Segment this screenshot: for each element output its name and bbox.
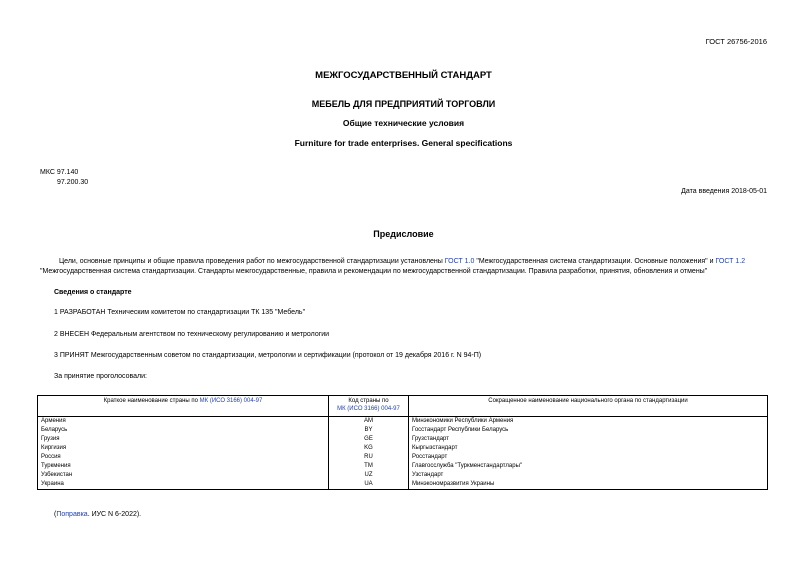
gost-1-2-link[interactable]: ГОСТ 1.2 (715, 258, 746, 265)
mks-code-2: 97.200.30 (57, 179, 89, 186)
document-title-english: Furniture for trade enterprises. General specifications (294, 138, 513, 148)
mks-code-1: МКС 97.140 (40, 169, 79, 176)
table-header-row (38, 396, 768, 417)
country-name: Беларусь (38, 426, 329, 435)
preface-paragraph (40, 257, 770, 277)
country-code: GE (329, 435, 409, 444)
standards-body: Минэкономразвития Украины (409, 480, 768, 490)
standards-body: Минэкономики Республики Армения (409, 417, 768, 427)
gost-1-0-link[interactable]: ГОСТ 1.0 (444, 258, 475, 265)
table-row (38, 480, 768, 490)
table-row (38, 462, 768, 471)
standards-body: Грузстандарт (409, 435, 768, 444)
country-name: Грузия (38, 435, 329, 444)
country-code: UZ (329, 471, 409, 480)
standard-type-heading: МЕЖГОСУДАРСТВЕННЫЙ СТАНДАРТ (315, 70, 492, 81)
standards-body: Главгосслужба "Туркменстандартлары" (409, 462, 768, 471)
document-title: МЕБЕЛЬ ДЛЯ ПРЕДПРИЯТИЙ ТОРГОВЛИ (311, 99, 496, 109)
standards-body: Узстандарт (409, 471, 768, 480)
header-country-code: Код страны по МК (ИСО 3166) 004-97 (329, 396, 409, 417)
country-code: AM (329, 417, 409, 427)
country-name: Киргизия (38, 444, 329, 453)
preface-text-1: Цели, основные принципы и общие правила проведения работ по межгосударственной стандартизации установлены (59, 258, 445, 265)
item-submitted: 2 ВНЕСЕН Федеральным агентством по техническому регулированию и метрологии (54, 331, 330, 338)
preface-heading: Предисловие (373, 229, 434, 239)
document-code: ГОСТ 26756-2016 (705, 37, 767, 46)
introduction-date: Дата введения 2018-05-01 (681, 188, 767, 195)
table-row (38, 444, 768, 453)
country-name: Россия (38, 453, 329, 462)
country-code: KG (329, 444, 409, 453)
document-subtitle: Общие технические условия (342, 118, 465, 128)
standards-body: Госстандарт Республики Беларусь (409, 426, 768, 435)
country-code: TM (329, 462, 409, 471)
table-row (38, 417, 768, 427)
item-adopted: 3 ПРИНЯТ Межгосударственным советом по стандартизации, метрологии и сертификации (протокол от 19 декабря 2016 г. N 94-П) (54, 352, 482, 359)
standards-body: Росстандарт (409, 453, 768, 462)
standards-body: Кыргызстандарт (409, 444, 768, 453)
classification-codes (40, 168, 88, 188)
table-row (38, 471, 768, 480)
table-row (38, 453, 768, 462)
voting-countries-table (37, 395, 768, 490)
country-name: Армения (38, 417, 329, 427)
country-code: UA (329, 480, 409, 490)
header-country-name: Краткое наименование страны по МК (ИСО 3166) 004-97 (38, 396, 329, 417)
country-code: BY (329, 426, 409, 435)
table-row (38, 426, 768, 435)
amendment-note: (Поправка. ИУС N 6-2022). (54, 511, 142, 518)
item-voted: За принятие проголосовали: (54, 373, 147, 380)
mk-iso-link[interactable]: МК (ИСО 3166) 004-97 (199, 398, 263, 404)
table-row (38, 435, 768, 444)
header-standards-body: Сокращенное наименование национального органа по стандартизации (409, 396, 768, 417)
mk-iso-link[interactable]: МК (ИСО 3166) 004-97 (337, 406, 400, 412)
preface-text-3: "Межгосударственная система стандартизации. Стандарты межгосударственные, правила и рекомендации по межгосударственной стандартизации. Правила разработки, принятия, обновления и отмены" (40, 268, 708, 275)
amendment-link[interactable]: Поправка (56, 511, 88, 518)
country-name: Туркмения (38, 462, 329, 471)
country-code: RU (329, 453, 409, 462)
item-developed: 1 РАЗРАБОТАН Техническим комитетом по стандартизации ТК 135 "Мебель" (54, 309, 306, 316)
country-name: Украина (38, 480, 329, 490)
standard-info-heading: Сведения о стандарте (54, 289, 132, 296)
country-name: Узбекистан (38, 471, 329, 480)
preface-text-2: "Межгосударственная система стандартизации. Основные положения" и (474, 258, 716, 265)
